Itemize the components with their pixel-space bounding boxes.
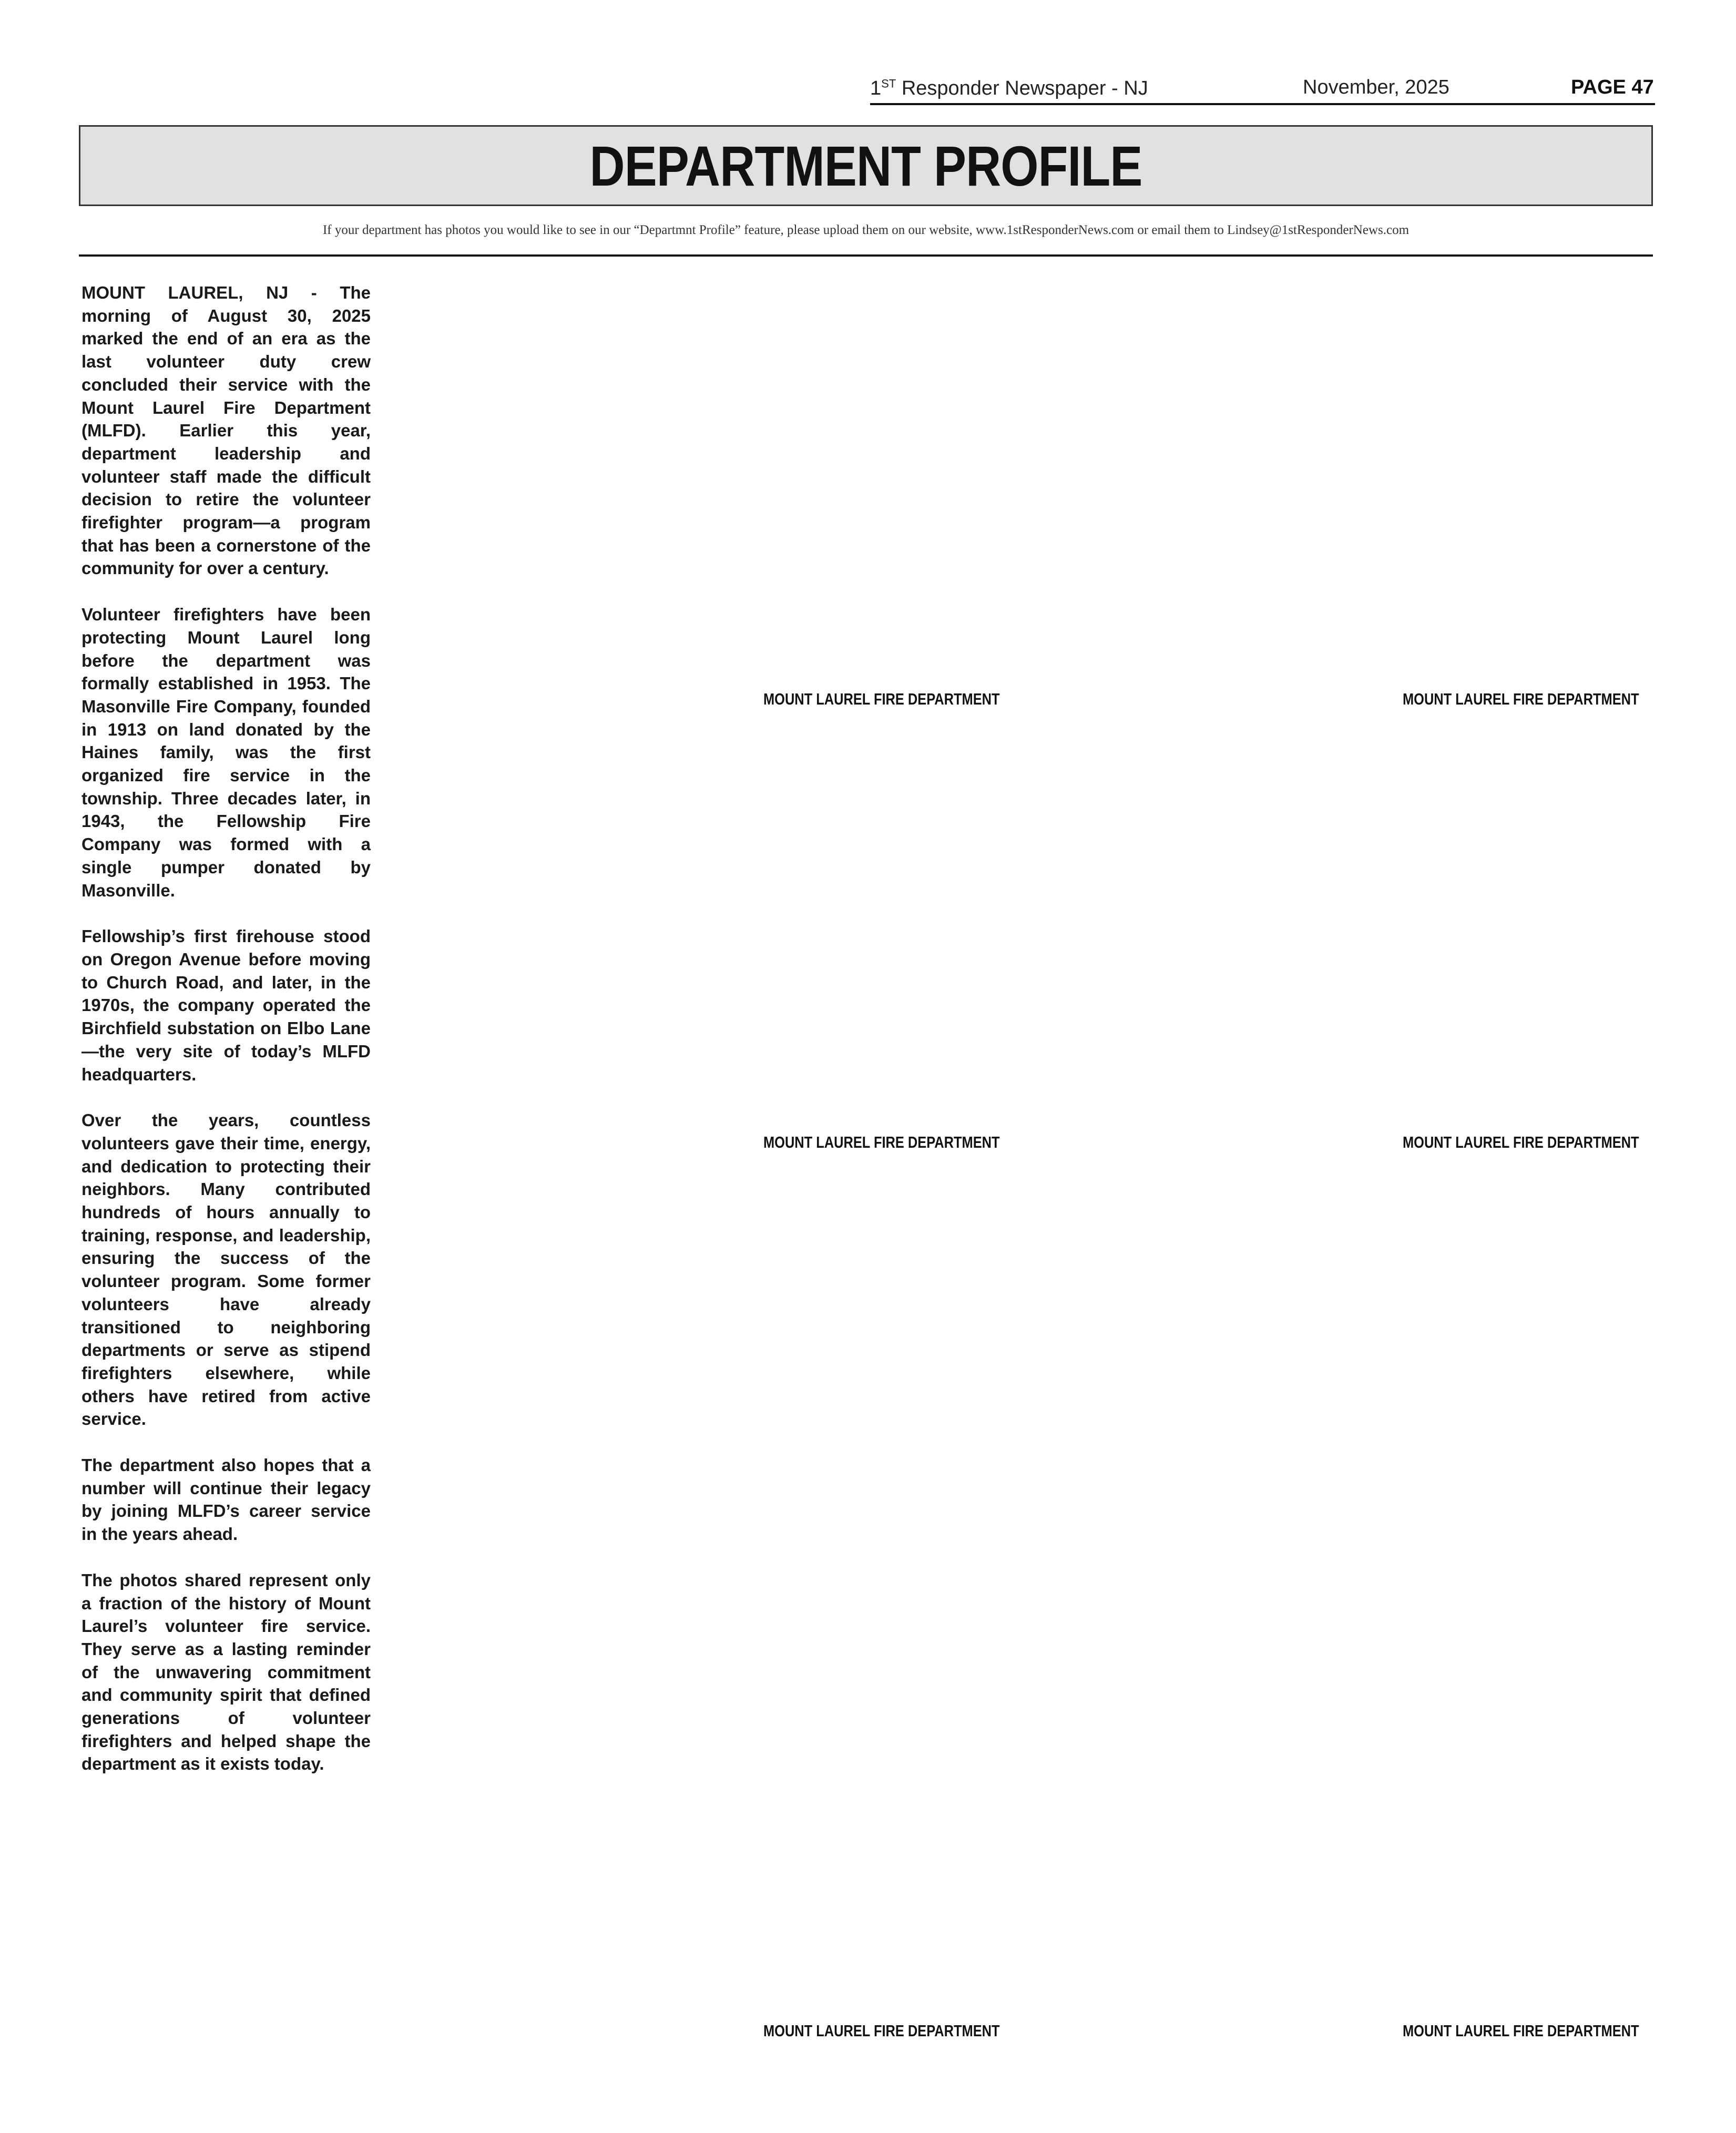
photo-credit: MOUNT LAUREL FIRE DEPARTMENT	[763, 690, 1000, 708]
article-paragraph: The photos shared represent only a fraction of the history of Mount Laurel’s volunteer fire service. They serve as a lasting reminder of the unwavering commitment and community spirit that defined generations of volunteer firefighters and helped shape the department as it exists today.	[81, 1570, 371, 1774]
photo-3	[400, 723, 1009, 1133]
section-title: DEPARTMENT PROFILE	[589, 134, 1142, 198]
article-paragraph: Volunteer firefighters have been protecting Mount Laurel long before the department was formally established in 1953. The Masonville Fire Company, founded in 1913 on land donated by the Haines family, was the first organized fire service in the township. Three decades later, in 1943, the Fellowship Fire Company was formed with a single pumper donated by Masonville.	[81, 605, 371, 900]
photo-5	[400, 1165, 1009, 2006]
photo-credit: MOUNT LAUREL FIRE DEPARTMENT	[1403, 2022, 1639, 2040]
photo-credit: MOUNT LAUREL FIRE DEPARTMENT	[763, 2022, 1000, 2040]
photo-1	[400, 281, 1009, 691]
page-number: PAGE 47	[1571, 76, 1654, 98]
article-body	[81, 281, 371, 1799]
newspaper-ordinal-suffix: ST	[881, 77, 896, 90]
photo-6	[1038, 1165, 1651, 2006]
section-banner	[79, 125, 1653, 206]
article-paragraph: Over the years, countless volunteers gave their time, energy, and dedication to protecting their neighbors. Many contributed hundreds of hours annually to training, response, and leadership, ensuring the success of the volunteer program. Some former volunteers have already transitioned to neighboring departments or serve as stipend firefighters elsewhere, while others have retired from active service.	[81, 1110, 371, 1429]
article-paragraph: Fellowship’s first firehouse stood on Oregon Avenue before moving to Church Road, and later, in the 1970s, the company operated the Birchfield substation on Elbo Lane—the very site of today’s MLFD headquarters.	[81, 926, 371, 1084]
newspaper-name	[870, 77, 1148, 100]
photo-credit: MOUNT LAUREL FIRE DEPARTMENT	[1403, 690, 1639, 708]
newspaper-title: Responder Newspaper - NJ	[896, 77, 1148, 99]
photo-4	[1038, 723, 1651, 1133]
photo-credit: MOUNT LAUREL FIRE DEPARTMENT	[1403, 1133, 1639, 1151]
submission-note: If your department has photos you would like to see in our “Departmnt Profile” feature, please upload them on our website, www.1stResponderNews.com or email them to Lindsey@1stResponderNews.com	[322, 223, 1410, 237]
article-paragraph: The department also hopes that a number will continue their legacy by joining MLFD’s career service in the years ahead.	[81, 1455, 371, 1544]
masthead-rule	[870, 103, 1655, 105]
photo-credit: MOUNT LAUREL FIRE DEPARTMENT	[763, 1133, 1000, 1151]
article-paragraph: MOUNT LAUREL, NJ - The morning of August 30, 2025 marked the end of an era as the last volunteer duty crew concluded their service with the Mount Laurel Fire Department (MLFD). Earlier this year, department leadership and volunteer staff made the difficult decision to retire the volunteer firefighter program—a program that has been a cornerstone of the community for over a century.	[81, 283, 371, 578]
section-rule	[79, 254, 1653, 257]
newspaper-ordinal: 1	[870, 77, 882, 99]
photo-2	[1038, 281, 1651, 691]
issue-date: November, 2025	[1303, 76, 1449, 98]
